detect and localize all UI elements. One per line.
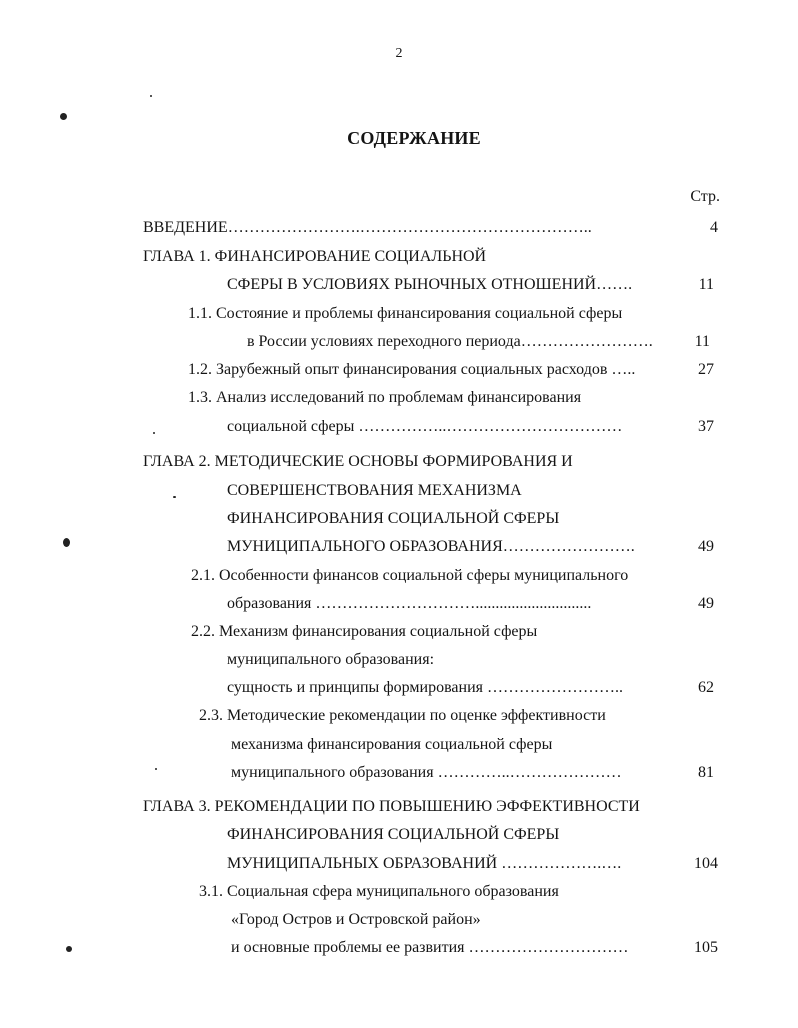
toc-page-section-2-3: 81 <box>698 764 714 781</box>
toc-page-chapter-2: 49 <box>698 538 714 555</box>
page-column-label: Стр. <box>690 188 720 205</box>
toc-section-3-1-line-2: «Город Остров и Островской район» <box>231 911 481 928</box>
toc-page-section-1-1: 11 <box>694 333 710 350</box>
toc-chapter-3-line-1: ГЛАВА 3. РЕКОМЕНДАЦИИ ПО ПОВЫШЕНИЮ ЭФФЕКТИВНОСТИ <box>143 798 640 815</box>
toc-page-section-1-2: 27 <box>698 361 714 378</box>
toc-section-2-3-line-3: муниципального образования …………..………………… <box>231 764 622 781</box>
toc-page-chapter-3: 104 <box>694 855 718 872</box>
toc-section-2-1-line-1: 2.1. Особенности финансов социальной сферы муниципального <box>191 567 629 584</box>
toc-section-2-2-line-2: муниципального образования: <box>227 651 435 668</box>
toc-section-2-1-line-2: образования …………………………............................. <box>227 595 592 612</box>
toc-section-2-3-line-2: механизма финансирования социальной сферы <box>231 736 553 753</box>
toc-chapter-2-line-2: СОВЕРШЕНСТВОВАНИЯ МЕХАНИЗМА <box>227 482 522 499</box>
toc-page-section-2-1: 49 <box>698 595 714 612</box>
toc-chapter-3-line-2: ФИНАНСИРОВАНИЯ СОЦИАЛЬНОЙ СФЕРЫ <box>227 826 560 843</box>
toc-section-2-3-line-1: 2.3. Методические рекомендации по оценке эффективности <box>199 707 606 724</box>
toc-section-1-2: 1.2. Зарубежный опыт финансирования социальных расходов ….. <box>188 361 636 378</box>
toc-chapter-2-line-3: ФИНАНСИРОВАНИЯ СОЦИАЛЬНОЙ СФЕРЫ <box>227 510 560 527</box>
page-number: 2 <box>395 46 403 61</box>
scan-speck <box>153 432 155 434</box>
scan-speck <box>60 113 67 120</box>
toc-page-chapter-1: 11 <box>698 276 714 293</box>
scan-speck <box>155 768 157 770</box>
toc-section-2-2-line-1: 2.2. Механизм финансирования социальной сферы <box>191 623 538 640</box>
scan-speck <box>150 95 152 97</box>
toc-section-3-1-line-1: 3.1. Социальная сфера муниципального образования <box>199 883 559 900</box>
toc-chapter-2-line-1: ГЛАВА 2. МЕТОДИЧЕСКИЕ ОСНОВЫ ФОРМИРОВАНИЯ И <box>143 453 573 470</box>
toc-section-1-1-line-1: 1.1. Состояние и проблемы финансирования социальной сферы <box>188 305 623 322</box>
toc-chapter-2-line-4: МУНИЦИПАЛЬНОГО ОБРАЗОВАНИЯ……………………. <box>227 538 635 555</box>
toc-entry-intro: ВВЕДЕНИЕ…………………….…………………………………….. <box>143 219 592 236</box>
toc-section-1-3-line-1: 1.3. Анализ исследований по проблемам финансирования <box>188 389 582 406</box>
scan-speck <box>173 496 176 498</box>
toc-chapter-1-line-1: ГЛАВА 1. ФИНАНСИРОВАНИЕ СОЦИАЛЬНОЙ <box>143 248 487 265</box>
toc-page-section-1-3: 37 <box>698 418 714 435</box>
page-title: СОДЕРЖАНИЕ <box>347 128 481 148</box>
toc-chapter-1-line-2: СФЕРЫ В УСЛОВИЯХ РЫНОЧНЫХ ОТНОШЕНИЙ……. <box>227 276 633 293</box>
toc-page-intro: 4 <box>710 219 718 236</box>
toc-section-2-2-line-3: сущность и принципы формирования …………………….. <box>227 679 623 696</box>
scan-speck <box>66 946 72 952</box>
toc-section-1-3-line-2: социальной сферы ……………..…………………………… <box>227 418 623 435</box>
toc-page-section-2-2: 62 <box>698 679 714 696</box>
toc-chapter-3-line-3: МУНИЦИПАЛЬНЫХ ОБРАЗОВАНИЙ ……………….…. <box>227 855 622 872</box>
toc-section-1-1-line-2: в России условиях переходного периода……………………. <box>247 333 653 350</box>
scan-speck <box>63 538 70 547</box>
toc-page-section-3-1: 105 <box>694 939 718 956</box>
toc-section-3-1-line-3: и основные проблемы ее развития ………………………… <box>231 939 629 956</box>
